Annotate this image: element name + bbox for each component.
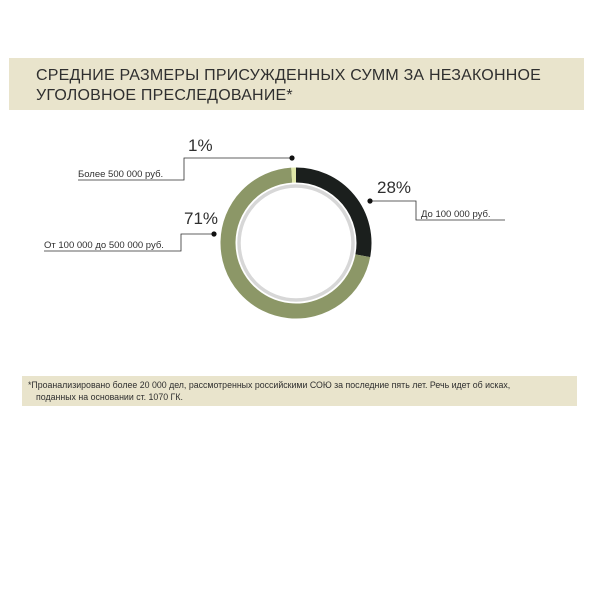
- footnote: [28, 379, 573, 403]
- chart-title-line-2: УГОЛОВНОЕ ПРЕСЛЕДОВАНИЕ*: [36, 87, 293, 104]
- leader-dot-2: [211, 231, 216, 236]
- leader-dot-1: [367, 198, 372, 203]
- slice-label-3: Более 500 000 руб.: [78, 169, 164, 180]
- slice-label-1: До 100 000 руб.: [421, 209, 491, 220]
- footnote-line-2: поданных на основании ст. 1070 ГК.: [36, 392, 183, 402]
- footnote-line-1: *Проанализировано более 20 000 дел, рассмотренных российскими СОЮ за последние пять лет. Речь идет об исках,: [28, 380, 511, 390]
- slice-percent-1: 28%: [377, 178, 412, 197]
- footnote-band: [22, 376, 577, 406]
- chart-title-line-1: СРЕДНИЕ РАЗМЕРЫ ПРИСУЖДЕННЫХ СУММ ЗА НЕЗАКОННОЕ: [36, 67, 541, 84]
- slice-label-2: От 100 000 до 500 000 руб.: [44, 240, 164, 251]
- slice-percent-2: 71%: [184, 209, 219, 228]
- inner-ring: [239, 186, 353, 300]
- leader-dot-3: [289, 155, 294, 160]
- slice-percent-3: 1%: [188, 136, 213, 155]
